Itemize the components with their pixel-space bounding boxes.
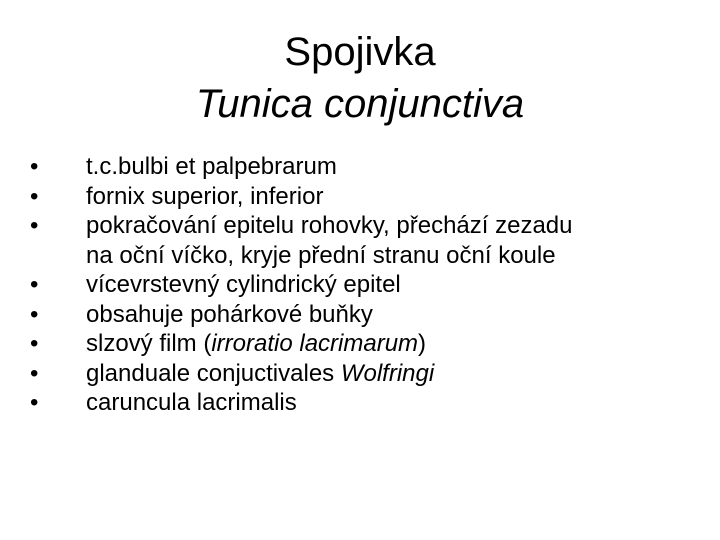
list-item-text-prefix: glanduale conjuctivales [86, 359, 341, 387]
list-item-text: obsahuje pohárkové buňky [86, 300, 373, 328]
bullet-icon: • [30, 389, 39, 416]
list-item-text: caruncula lacrimalis [86, 389, 297, 416]
bullet-icon: • [30, 182, 39, 210]
list-item [24, 211, 704, 270]
list-item [24, 300, 704, 330]
list-item-text-prefix: slzový film ( [86, 330, 212, 357]
list-item [24, 388, 704, 418]
bullet-icon: • [30, 212, 39, 239]
list-item [24, 329, 704, 359]
list-item-text-italic: irroratio lacrimarum [211, 330, 419, 357]
bullet-icon: • [30, 153, 39, 180]
list-item [24, 182, 704, 212]
list-item [24, 152, 704, 182]
list-item-text: vícevrstevný cylindrický epitel [86, 271, 401, 298]
list-item-text: t.c.bulbi et palpebrarum [86, 153, 337, 180]
bullet-list [24, 152, 704, 418]
title-latin: Tunica conjunctiva [195, 82, 525, 126]
bullet-icon: • [30, 300, 39, 328]
title-czech: Spojivka [284, 30, 436, 74]
bullet-icon: • [30, 330, 39, 357]
list-item-text-italic: Wolfringi [340, 359, 435, 387]
list-item [24, 359, 704, 389]
list-item [24, 270, 704, 300]
list-item-text-suffix: ) [418, 330, 427, 357]
slide-title [0, 26, 720, 130]
list-item-text-line2: na oční víčko, kryje přední stranu oční koule [86, 241, 556, 269]
bullet-icon: • [30, 359, 39, 387]
list-item-text-line1: pokračování epitelu rohovky, přechází zezadu [86, 212, 573, 239]
list-item-text: fornix superior, inferior [86, 182, 324, 210]
bullet-icon: • [30, 271, 39, 298]
